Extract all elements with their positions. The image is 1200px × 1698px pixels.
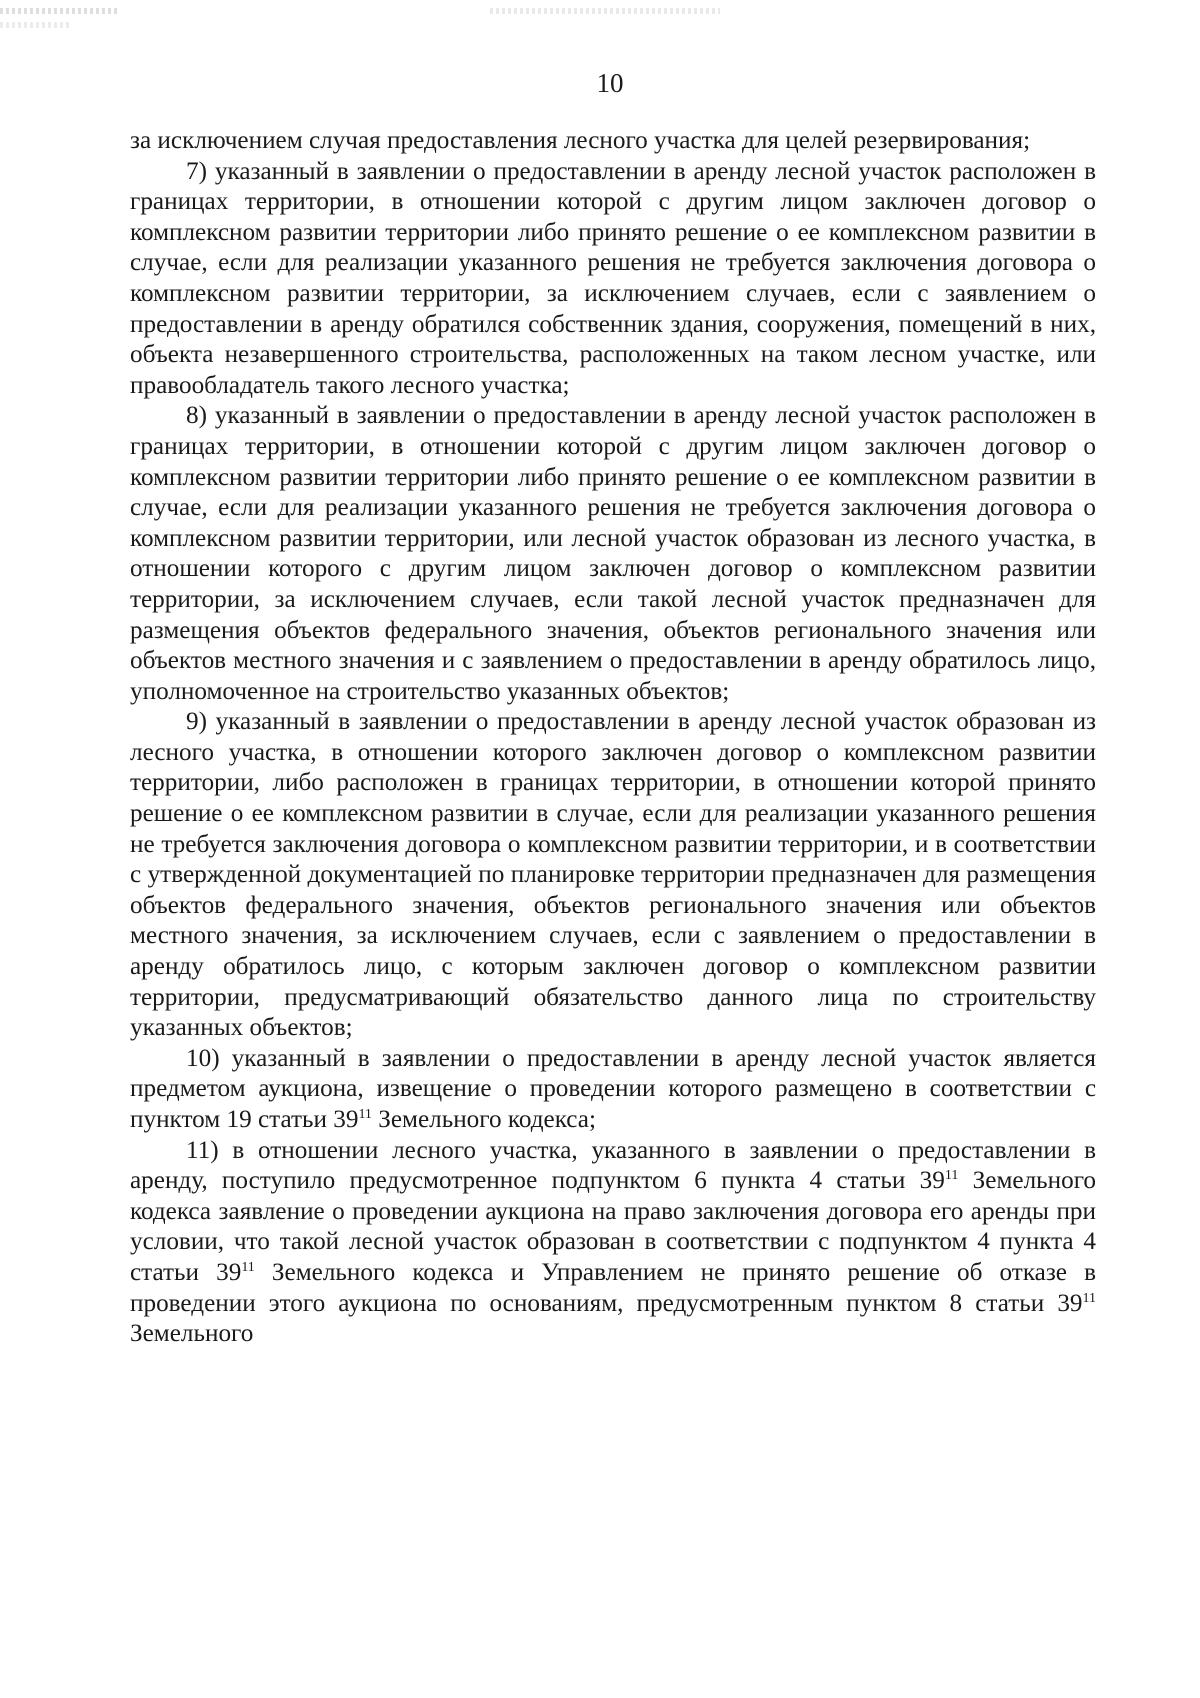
superscript-index: 11 [241, 1259, 255, 1275]
paragraph-text: Земельного [130, 1320, 254, 1348]
scan-artifact [490, 8, 720, 14]
paragraph-item-11 [130, 1136, 1096, 1350]
scan-artifact [0, 22, 70, 28]
page-number: 10 [596, 68, 624, 98]
paragraph-item-9: 9) указанный в заявлении о предоставлении в аренду лесной участок образован из лесного участка, в отношении которого заключен договор о комплексном развитии территории, либо расположен в границах территории, в отношении которой принято решение о ее комплексном развитии в случае, если для реализации указанного решения не требуется заключения договора о комплексном развитии территории, и в соответствии с утвержденной документацией по планировке территории предназначен для размещения объектов федерального значения, объектов регионального значения или объектов местного значения, за исключением случаев, если с заявлением о предоставлении в аренду обратилось лицо, с которым заключен договор о комплексном развитии территории, предусматривающий обязательство данного лица по строительству указанных объектов; [130, 708, 1096, 1042]
paragraph-text: 10) указанный в заявлении о предоставлении в аренду лесной участок является предметом аукциона, извещение о проведении которого размещено в соответствии с пунктом 19 статьи 39 [130, 1044, 1096, 1133]
paragraph-text: 11) в отношении лесного участка, указанного в заявлении о предоставлении в аренду, поступило предусмотренное подпунктом 6 пункта 4 статьи 39 [130, 1136, 1096, 1195]
scan-artifact [0, 8, 120, 14]
paragraph-item-10 [130, 1044, 1096, 1136]
superscript-index: 11 [944, 1168, 959, 1184]
paragraph-item-8: 8) указанный в заявлении о предоставлении в аренду лесной участок расположен в границах территории, в отношении которой с другим лицом заключен договор о комплексном развитии территории либо принято решение о ее комплексном развитии в случае, если для реализации указанного решения не требуется заключения договора о комплексном развитии территории, или лесной участок образован из лесного участка, в отношении которого с другим лицом заключен договор о комплексном развитии территории, за исключением случаев, если такой лесной участок предназначен для размещения объектов федерального значения, объектов регионального значения или объектов местного значения и с заявлением о предоставлении в аренду обратилось лицо, уполномоченное на строительство указанных объектов; [130, 402, 1096, 705]
paragraph-continuation: за исключением случая предоставления лесного участка для целей резервирования; [130, 127, 1031, 154]
superscript-index: 11 [358, 1107, 372, 1122]
paragraph-text: Земельного кодекса и Управлением не принято решение об отказе в проведении этого аукциона по основаниям, предусмотренным пунктом 8 статьи 39 [130, 1258, 1096, 1317]
superscript-index: 11 [1082, 1290, 1096, 1306]
paragraph-text: Земельного кодекса заявление о проведении аукциона на право заключения договора его аренды при условии, что такой лесной участок образован в соответствии с подпунктом 4 пункта 4 статьи 39 [130, 1167, 1097, 1286]
paragraph-text: Земельного кодекса; [371, 1106, 596, 1133]
document-body [130, 126, 1096, 1350]
paragraph-item-7: 7) указанный в заявлении о предоставлении в аренду лесной участок расположен в границах территории, в отношении которой с другим лицом заключен договор о комплексном развитии территории либо принято решение о ее комплексном развитии в случае, если для реализации указанного решения не требуется заключения договора о комплексном развитии территории, за исключением случаев, если с заявлением о предоставлении в аренду обратился собственник здания, сооружения, помещений в них, объекта незавершенного строительства, расположенных на таком лесном участке, или правообладатель такого лесного участка; [130, 157, 1096, 399]
